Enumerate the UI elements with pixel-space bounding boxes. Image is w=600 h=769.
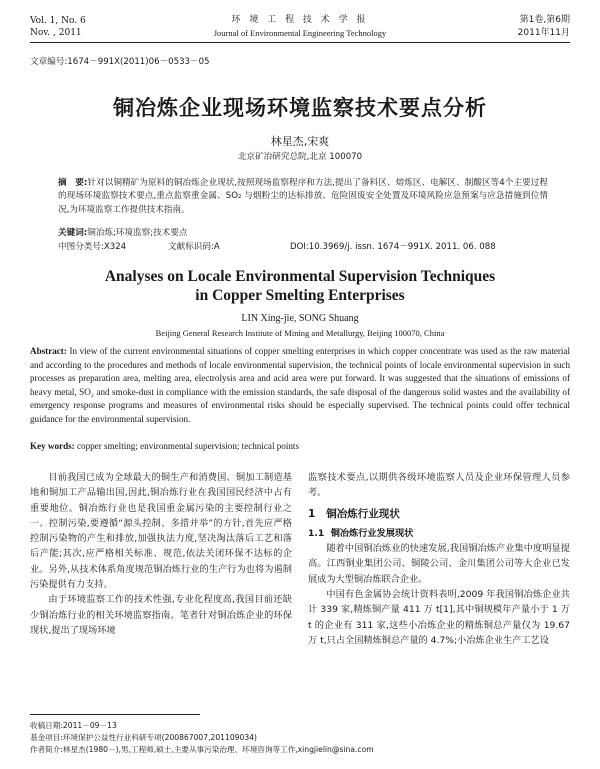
- body-right-column: [308, 470, 570, 648]
- body-right-para-3: 中国有色金属协会统计资料表明,2009 年我国铜冶炼企业共计 339 家,精炼铜产量 411 万 t[1],其中铜规模年产量小于 1 万 t 的企业有 311 家,这些小冶炼企业的精炼铜总产量仅为 19.67 万 t,只占全国精炼铜总产量的 4.7%;小冶炼企业生产工艺设: [308, 589, 570, 646]
- footnotes: [30, 720, 570, 756]
- title-en-line-2: in Copper Smelting Enterprises: [195, 287, 405, 304]
- abstract-cn-text: 针对以铜精矿为原料的铜冶炼企业现状,按照现场监察程序和方法,提出了备料区、熔炼区、电解区、制酸区等4个主要过程的现场环境监察技术要点,重点监察重金属、SO₂ 与烟粉尘的达标排放、危险固废安全处置及环境风险应急预案与应急措施到位情况,为环境监察工作提供技术指南。: [58, 178, 548, 215]
- body-right-para-1: 监察技术要点,以期供各级环境监察人员及企业环保管理人员参考。: [308, 472, 570, 499]
- doi: DOI:10.3969/j. issn. 1674－991X. 2011. 06. 088: [290, 242, 496, 252]
- footnote-rule: [30, 714, 200, 715]
- header-vol: Vol. 1, No. 6: [30, 16, 86, 26]
- keywords-cn: [58, 227, 188, 240]
- header-rule: [30, 42, 570, 43]
- body-right-para-2: 随着中国铜冶炼业的快速发展,我国铜冶炼产业集中度明显提高。江西铜业集团公司、铜陵公司、金川集团公司等大企业已发展成为大型铜冶炼联合企业。: [308, 543, 570, 585]
- header-date: Nov. , 2011: [30, 28, 82, 38]
- body-left-para-2: 由于环境监察工作的技术性强,专业化程度高,我国目前还缺少铜冶炼行业的相关环境监察指南。笔者针对铜冶炼企业的环保现状,提出了现场环境: [30, 594, 292, 636]
- keywords-cn-text: 铜冶炼;环境监察;技术要点: [87, 228, 188, 238]
- abstract-cn-label: 摘 要:: [58, 178, 88, 188]
- document-code: 文献标识码:A: [168, 242, 220, 252]
- section-1-1-number: 1.1: [308, 527, 325, 539]
- abstract-en: [30, 345, 570, 426]
- body-left-para-1: 目前我国已成为全球最大的铜生产和消费国、铜加工制造基地和铜加工产品输出国,因此,铜冶炼行业在我国国民经济中占有重要地位。铜冶炼行业也是我国重金属污染的主要控制行业之一。控制污染,要遵循“源头控制、多措并举”的方针,首先应严格控制污染物的产生和排放,加强执法力度,坚决淘汰落后工艺和落后产能;其次,应严格相关标准、规范,依法关闭环保不达标的企业。另外,从技术体系角度规范铜冶炼行业的生产行为也将为遏制污染提供有力支持。: [30, 472, 292, 591]
- affiliation-en: Beijing General Research Institute of Mining and Metallurgy, Beijing 100070, China: [155, 328, 445, 338]
- abstract-cn: [58, 177, 548, 217]
- abstract-en-text: In view of the current environmental situations of copper smelting enterprises in which copper concentrate was used as the raw material and according to the procedures and methods of locale environmental supervision, the technical points of locale environmental supervision in such processes as preparation area, melting area, electrolysis area and acid area were put forward. It was suggested that the situations of emissions of heavy metal, SO₂ and smoke-dust in compliance with the emission standards, the safe disposal of the dangerous solid wastes and the availability of emergency response programs and measures of environmental risks should be especially supervised. The technical points could offer technical guidance for the environmental supervision.: [30, 346, 570, 424]
- section-heading-1: [308, 507, 570, 522]
- authors-cn: 林星杰,宋爽: [270, 135, 330, 148]
- body-left-column: [30, 470, 292, 638]
- keywords-en-text: copper smelting; environmental supervision; technical points: [77, 441, 299, 451]
- keywords-cn-label: 关键词:: [58, 228, 88, 238]
- section-1-number: 1: [308, 507, 316, 520]
- header-date-cn: 2011年11月: [517, 28, 570, 38]
- abstract-en-label: Abstract:: [30, 346, 67, 356]
- header-journal-en: Journal of Environmental Engineering Technology: [213, 28, 387, 38]
- authors-en: LIN Xing-jie, SONG Shuang: [241, 313, 359, 324]
- section-heading-1-1: [308, 526, 570, 541]
- footnote-received: 收稿日期:2011－09－13: [30, 721, 117, 730]
- keywords-en: [30, 441, 299, 451]
- section-1-1-title: 铜冶炼行业发展现状: [330, 527, 414, 539]
- title-cn: 铜冶炼企业现场环境监察技术要点分析: [113, 96, 487, 120]
- affiliation-cn: 北京矿冶研究总院,北京 100070: [237, 152, 363, 162]
- title-en-line-1: Analyses on Locale Environmental Supervision Techniques: [104, 268, 496, 285]
- footnote-author: 作者简介:林星杰(1980－),男,工程师,硕士,主要从事污染治理、环境咨询等工作,xingjielin@sina.com: [30, 745, 374, 754]
- header-issue-cn: 第1卷,第6期: [519, 15, 570, 25]
- class-number: 中图分类号:X324: [58, 242, 127, 252]
- keywords-en-label: Key words:: [30, 441, 75, 451]
- header-journal-cn: 环 境 工 程 技 术 学 报: [231, 15, 369, 25]
- section-1-title: 铜冶炼行业现状: [326, 507, 400, 520]
- footnote-fund: 基金项目:环境保护公益性行业科研专项(200867007,201109034): [30, 733, 257, 742]
- article-number: 文章编号:1674－991X(2011)06－0533－05: [30, 57, 210, 67]
